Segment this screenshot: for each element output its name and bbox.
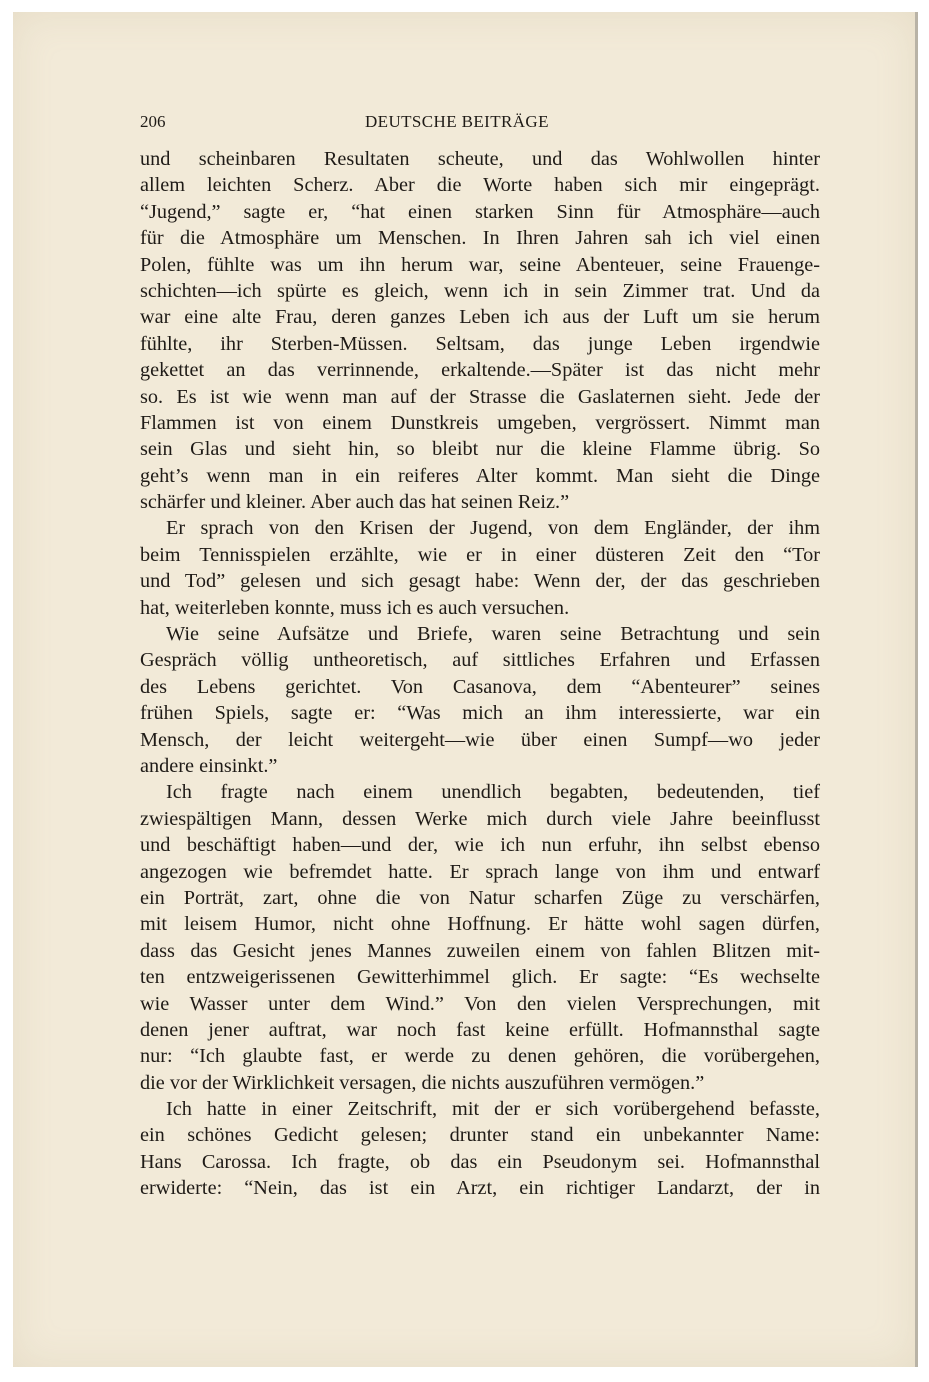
text-line: sein Glas und sieht hin, so bleibt nur die kleine Flamme übrig. So	[140, 438, 820, 461]
text-line: des Lebens gerichtet. Von Casanova, dem “Abenteurer” seines	[140, 675, 820, 698]
text-line: schichten—ich spürte es gleich, wenn ich in sein Zimmer trat. Und da	[140, 279, 820, 302]
paragraph	[140, 146, 820, 515]
text-line: mit leisem Humor, nicht ohne Hoffnung. Er hätte wohl sagen dürfen,	[140, 913, 820, 936]
text-line: Ich hatte in einer Zeitschrift, mit der er sich vorübergehend befasste,	[166, 1098, 820, 1121]
page-number: 206	[140, 112, 166, 131]
text-line: andere einsinkt.”	[140, 754, 278, 777]
text-line: und scheinbaren Resultaten scheute, und das Wohlwollen hinter	[140, 148, 820, 170]
text-line: “Jugend,” sagte er, “hat einen starken Sinn für Atmosphäre—auch	[140, 200, 820, 223]
text-line: gekettet an das verrinnende, erkaltende.—Später ist das nicht mehr	[140, 359, 820, 382]
paragraph	[140, 515, 820, 621]
text-line: denen jener auftrat, war noch fast keine erfüllt. Hofmannsthal sagte	[140, 1018, 820, 1041]
paragraph	[140, 779, 820, 1096]
body-text	[140, 146, 820, 1202]
running-head: DEUTSCHE BEITRÄGE	[365, 112, 549, 131]
text-line: zwiespältigen Mann, dessen Werke mich durch viele Jahre beeinflusst	[140, 807, 820, 830]
text-line: Polen, fühlte was um ihn herum war, seine Abenteuer, seine Frauenge-	[140, 253, 820, 276]
text-line: angezogen wie befremdet hatte. Er sprach lange von ihm und entwarf	[140, 860, 820, 883]
text-line: fühlte, ihr Sterben-Müssen. Seltsam, das junge Leben irgendwie	[140, 332, 820, 355]
text-line: ein Porträt, zart, ohne die von Natur scharfen Züge zu verschärfen,	[140, 886, 820, 909]
text-line: allem leichten Scherz. Aber die Worte haben sich mir eingeprägt.	[140, 174, 820, 197]
text-line: Mensch, der leicht weitergeht—wie über einen Sumpf—wo jeder	[140, 728, 820, 751]
text-line: beim Tennisspielen erzählte, wie er in einer düsteren Zeit den “Tor	[140, 543, 820, 566]
text-line: so. Es ist wie wenn man auf der Strasse die Gaslaternen sieht. Jede der	[140, 385, 820, 408]
text-line: und Tod” gelesen und sich gesagt habe: Wenn der, der das geschrieben	[140, 570, 820, 593]
page-header	[140, 112, 820, 140]
paragraph	[140, 1096, 820, 1202]
text-line: die vor der Wirklichkeit versagen, die nichts auszuführen vermögen.”	[140, 1071, 705, 1094]
text-line: ein schönes Gedicht gelesen; drunter stand ein unbekannter Name:	[140, 1124, 820, 1147]
text-line: frühen Spiels, sagte er: “Was mich an ihm interessierte, war ein	[140, 702, 820, 725]
text-line: nur: “Ich glaubte fast, er werde zu denen gehören, die vorübergehen,	[140, 1045, 820, 1068]
text-line: dass das Gesicht jenes Mannes zuweilen einem von fahlen Blitzen mit-	[140, 939, 820, 962]
text-line: schärfer und kleiner. Aber auch das hat seinen Reiz.”	[140, 491, 570, 514]
text-line: Flammen ist von einem Dunstkreis umgeben, vergrössert. Nimmt man	[140, 411, 820, 434]
text-line: Ich fragte nach einem unendlich begabten, bedeutenden, tief	[166, 781, 820, 804]
text-line: Wie seine Aufsätze und Briefe, waren seine Betrachtung und sein	[166, 623, 820, 646]
text-line: geht’s wenn man in ein reiferes Alter kommt. Man sieht die Dinge	[140, 464, 820, 487]
text-line: war eine alte Frau, deren ganzes Leben ich aus der Luft um sie herum	[140, 306, 820, 329]
text-line: Hans Carossa. Ich fragte, ob das ein Pseudonym sei. Hofmannsthal	[140, 1150, 820, 1173]
text-line: für die Atmosphäre um Menschen. In Ihren Jahren sah ich viel einen	[140, 227, 820, 250]
text-line: Gespräch völlig untheoretisch, auf sittliches Erfahren und Erfassen	[140, 649, 820, 672]
text-line: hat, weiterleben konnte, muss ich es auch versuchen.	[140, 596, 570, 619]
text-line: wie Wasser unter dem Wind.” Von den vielen Versprechungen, mit	[140, 992, 820, 1015]
paragraph	[140, 621, 820, 779]
text-line: und beschäftigt haben—und der, wie ich nun erfuhr, ihn selbst ebenso	[140, 834, 820, 857]
text-line: Er sprach von den Krisen der Jugend, von dem Engländer, der ihm	[166, 517, 820, 540]
text-line: ten entzweigerissenen Gewitterhimmel glich. Er sagte: “Es wechselte	[140, 966, 820, 989]
text-line: erwiderte: “Nein, das ist ein Arzt, ein richtiger Landarzt, der in	[140, 1177, 820, 1200]
